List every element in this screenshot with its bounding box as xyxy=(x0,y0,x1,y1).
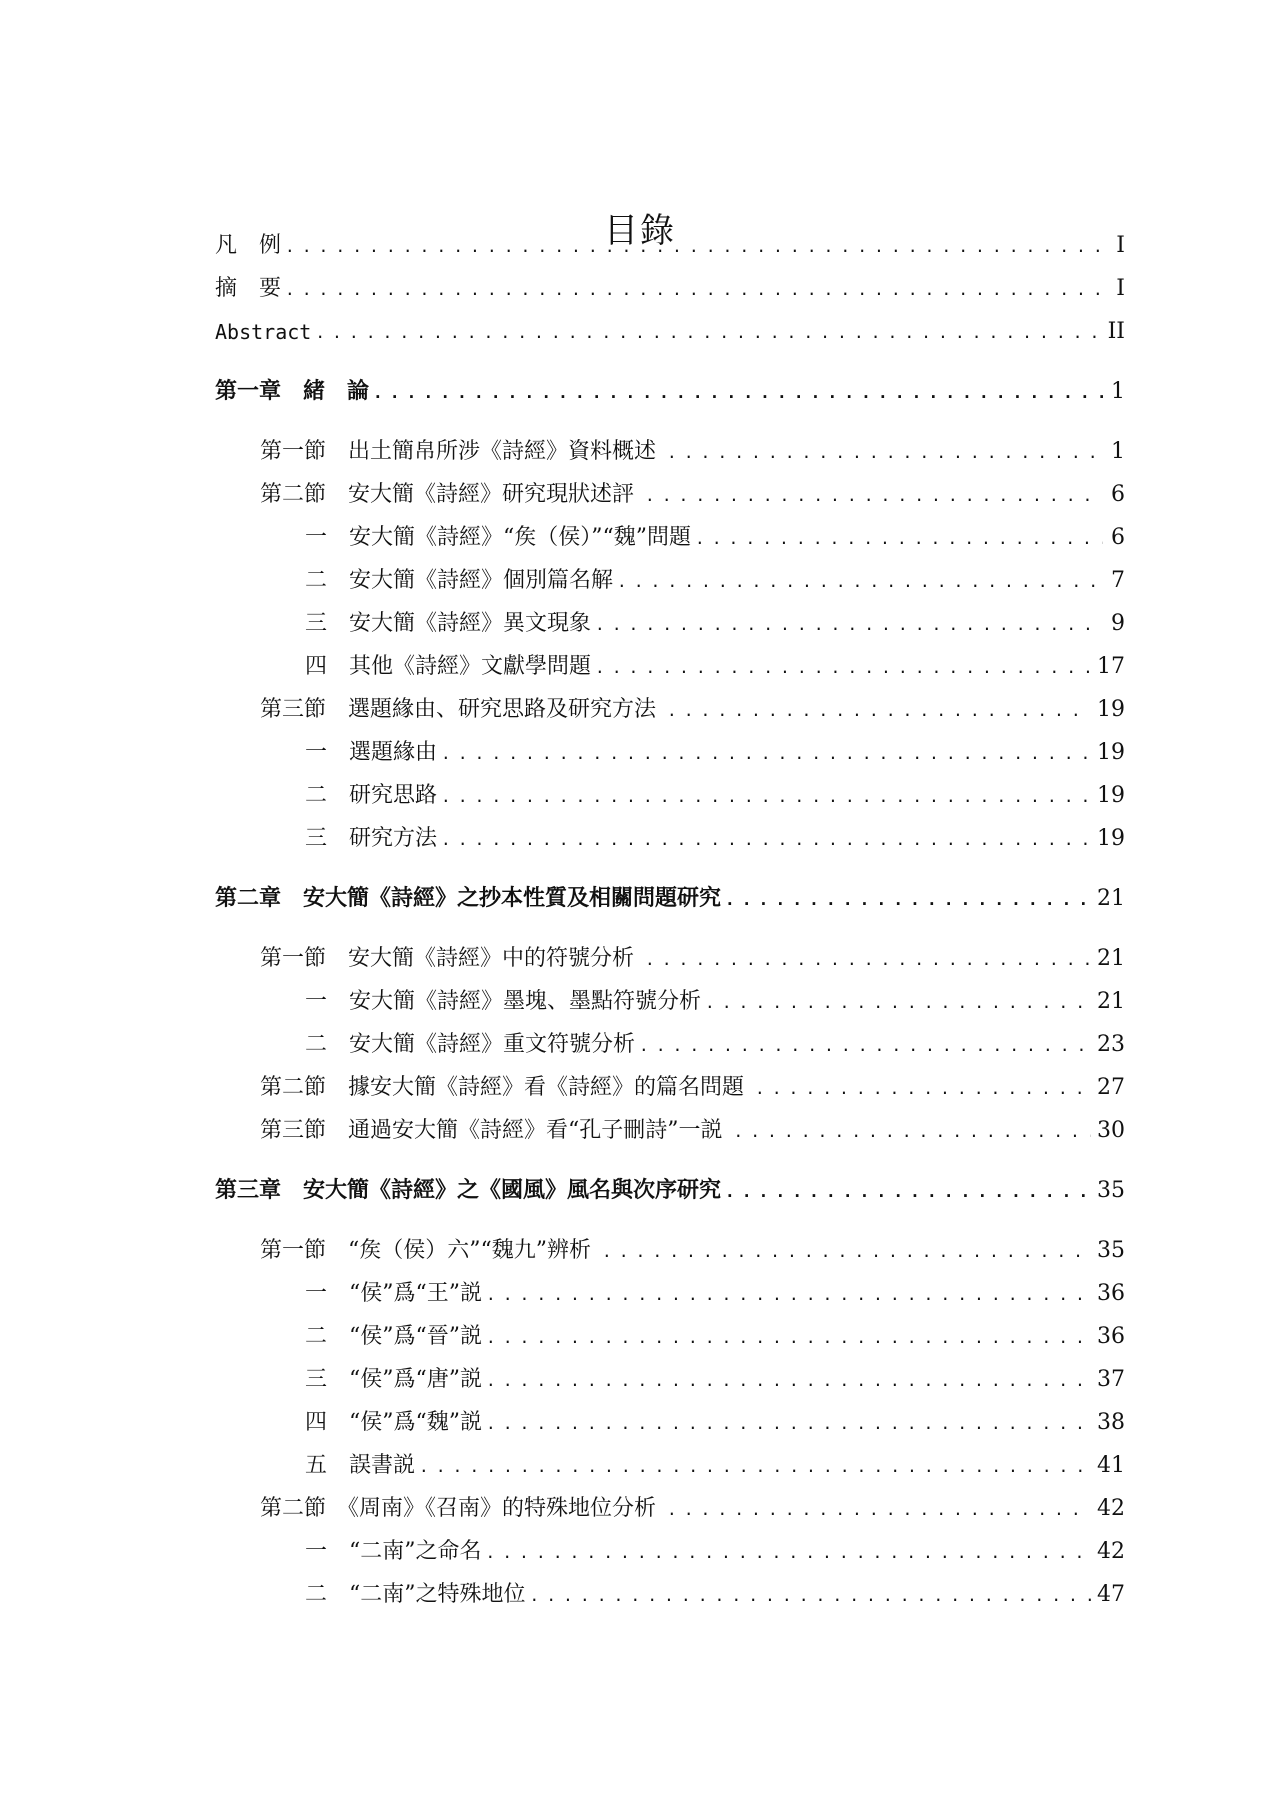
toc-section-entry[interactable] xyxy=(260,477,1125,509)
toc-entry-label: 第二章 安大簡《詩經》之抄本性質及相關問題研究 xyxy=(215,886,722,911)
toc-page-number: II xyxy=(1107,319,1125,344)
dot-leader xyxy=(530,1583,1092,1609)
toc-entry-label: 第二節 《周南》《召南》的特殊地位分析 xyxy=(260,1496,663,1521)
page-title: 目錄 xyxy=(604,210,676,251)
toc-page-number: 19 xyxy=(1097,740,1125,765)
toc-page-number: 36 xyxy=(1097,1281,1125,1306)
toc-page-number: 47 xyxy=(1097,1582,1125,1607)
toc-entry-label: 二 安大簡《詩經》個別篇名解 xyxy=(305,568,614,593)
toc-page-number: 30 xyxy=(1097,1118,1125,1143)
toc-chapter-entry[interactable] xyxy=(215,374,1125,406)
toc-entry-label: 二 “二南”之特殊地位 xyxy=(305,1582,526,1607)
dot-leader xyxy=(285,234,1103,260)
toc-entry-label: 摘 要 xyxy=(215,276,282,301)
toc-page-number: 9 xyxy=(1111,611,1125,636)
toc-section-entry[interactable] xyxy=(260,434,1125,466)
toc-front-entry[interactable] xyxy=(215,271,1125,303)
toc-page-number: 19 xyxy=(1097,826,1125,851)
toc-page-number: 42 xyxy=(1097,1539,1125,1564)
toc-entry-label: 第二節 安大簡《詩經》研究現狀述評 xyxy=(260,482,641,507)
toc-entry-label: 五 誤書説 xyxy=(305,1453,416,1478)
toc-page-number: 38 xyxy=(1097,1410,1125,1435)
dot-leader xyxy=(695,526,1103,552)
toc-page-number: I xyxy=(1116,233,1125,258)
dot-leader xyxy=(441,784,1091,810)
toc-section-entry[interactable] xyxy=(260,1491,1125,1523)
toc-entry-label: 四 其他《詩經》文獻學問題 xyxy=(305,654,592,679)
toc-subsection-entry[interactable] xyxy=(305,821,1125,853)
dot-leader xyxy=(486,1368,1091,1394)
toc-entry-label: 第一節 “矦（侯）六”“魏九”辨析 xyxy=(260,1238,598,1263)
toc-page-number: 42 xyxy=(1097,1496,1125,1521)
toc-subsection-entry[interactable] xyxy=(305,606,1125,638)
toc-page-number: 23 xyxy=(1097,1032,1125,1057)
toc-subsection-entry[interactable] xyxy=(305,1448,1125,1480)
toc-entry-label: 第二節 據安大簡《詩經》看《詩經》的篇名問題 xyxy=(260,1075,751,1100)
toc-page-number: 17 xyxy=(1097,654,1125,679)
toc-page-number: 37 xyxy=(1097,1367,1125,1392)
toc-page-number: 41 xyxy=(1097,1453,1125,1478)
toc-subsection-entry[interactable] xyxy=(305,520,1125,552)
toc-page-number: 1 xyxy=(1111,439,1125,464)
dot-leader xyxy=(373,380,1103,406)
toc-section-entry[interactable] xyxy=(260,1113,1125,1145)
dot-leader xyxy=(595,612,1103,638)
toc-front-entry[interactable] xyxy=(215,314,1125,346)
dot-leader xyxy=(486,1282,1091,1308)
toc-entry-label: 凡 例 xyxy=(215,233,282,258)
dot-leader xyxy=(755,1076,1091,1102)
dot-leader xyxy=(617,569,1103,595)
toc-subsection-entry[interactable] xyxy=(305,1276,1125,1308)
toc-subsection-entry[interactable] xyxy=(305,984,1125,1016)
toc-entry-label: 一 安大簡《詩經》墨塊、墨點符號分析 xyxy=(305,989,702,1014)
toc-subsection-entry[interactable] xyxy=(305,1027,1125,1059)
toc-entry-label: 第三節 選題緣由、研究思路及研究方法 xyxy=(260,697,663,722)
dot-leader xyxy=(602,1239,1091,1265)
toc-entry-label: 三 安大簡《詩經》異文現象 xyxy=(305,611,592,636)
toc-entry-label: 四 “侯”爲“魏”説 xyxy=(305,1410,482,1435)
dot-leader xyxy=(645,483,1103,509)
dot-leader xyxy=(441,741,1091,767)
toc-entry-label: 一 安大簡《詩經》“矦（侯）”“魏”問題 xyxy=(305,525,691,550)
toc-page-number: 7 xyxy=(1111,568,1125,593)
toc-subsection-entry[interactable] xyxy=(305,1405,1125,1437)
toc-subsection-entry[interactable] xyxy=(305,1534,1125,1566)
toc-page-number: 36 xyxy=(1097,1324,1125,1349)
toc-page-number: 1 xyxy=(1111,379,1125,404)
toc-entry-label: 第一章 緒 論 xyxy=(215,379,370,404)
dot-leader xyxy=(486,1411,1091,1437)
toc-entry-label: 二 安大簡《詩經》重文符號分析 xyxy=(305,1032,636,1057)
dot-leader xyxy=(667,1497,1091,1523)
toc-entry-label: 二 “侯”爲“晉”説 xyxy=(305,1324,482,1349)
toc-page-number: 21 xyxy=(1097,989,1125,1014)
toc-page-number: I xyxy=(1116,276,1125,301)
toc-subsection-entry[interactable] xyxy=(305,1362,1125,1394)
toc-subsection-entry[interactable] xyxy=(305,1577,1125,1609)
toc-page-number: 21 xyxy=(1097,946,1125,971)
toc-entry-label: 一 “二南”之命名 xyxy=(305,1539,482,1564)
toc-page-number: 21 xyxy=(1097,886,1125,911)
dot-leader xyxy=(667,440,1103,466)
toc-entry-label: 第一節 出土簡帛所涉《詩經》資料概述 xyxy=(260,439,663,464)
dot-leader xyxy=(734,1119,1092,1145)
toc-chapter-entry[interactable] xyxy=(215,881,1125,913)
toc-page-number: 6 xyxy=(1111,525,1125,550)
dot-leader xyxy=(705,990,1091,1016)
dot-leader xyxy=(486,1540,1092,1566)
toc-entry-label: 一 選題緣由 xyxy=(305,740,438,765)
dot-leader xyxy=(486,1325,1091,1351)
toc-section-entry[interactable] xyxy=(260,941,1125,973)
toc-entry-label: 三 研究方法 xyxy=(305,826,438,851)
dot-leader xyxy=(441,827,1091,853)
dot-leader xyxy=(725,1179,1091,1205)
toc-entry-label: 第三章 安大簡《詩經》之《國風》風名與次序研究 xyxy=(215,1178,722,1203)
dot-leader xyxy=(595,655,1091,681)
toc-entry-label: 二 研究思路 xyxy=(305,783,438,808)
toc-chapter-entry[interactable] xyxy=(215,1173,1125,1205)
dot-leader xyxy=(667,698,1091,724)
toc-entry-label: 第三節 通過安大簡《詩經》看“孔子刪詩”一説 xyxy=(260,1118,730,1143)
toc-page-number: 35 xyxy=(1097,1238,1125,1263)
dot-leader xyxy=(315,320,1101,346)
toc-page-number: 19 xyxy=(1097,697,1125,722)
dot-leader xyxy=(639,1033,1091,1059)
toc-entry-label: 三 “侯”爲“唐”説 xyxy=(305,1367,482,1392)
toc-subsection-entry[interactable] xyxy=(305,1319,1125,1351)
toc-entry-label: Abstract xyxy=(215,320,312,344)
toc-entry-label: 第一節 安大簡《詩經》中的符號分析 xyxy=(260,946,641,971)
toc-subsection-entry[interactable] xyxy=(305,563,1125,595)
dot-leader xyxy=(725,887,1091,913)
toc-subsection-entry[interactable] xyxy=(305,735,1125,767)
dot-leader xyxy=(285,277,1103,303)
toc-entry-label: 一 “侯”爲“王”説 xyxy=(305,1281,482,1306)
toc-subsection-entry[interactable] xyxy=(305,649,1125,681)
toc-section-entry[interactable] xyxy=(260,692,1125,724)
toc-section-entry[interactable] xyxy=(260,1070,1125,1102)
toc-page-number: 35 xyxy=(1097,1178,1125,1203)
toc-page-number: 27 xyxy=(1097,1075,1125,1100)
dot-leader xyxy=(419,1454,1091,1480)
toc-section-entry[interactable] xyxy=(260,1233,1125,1265)
dot-leader xyxy=(645,947,1091,973)
toc-front-entry[interactable] xyxy=(215,228,1125,260)
toc-page-number: 6 xyxy=(1111,482,1125,507)
toc-page-number: 19 xyxy=(1097,783,1125,808)
toc-subsection-entry[interactable] xyxy=(305,778,1125,810)
